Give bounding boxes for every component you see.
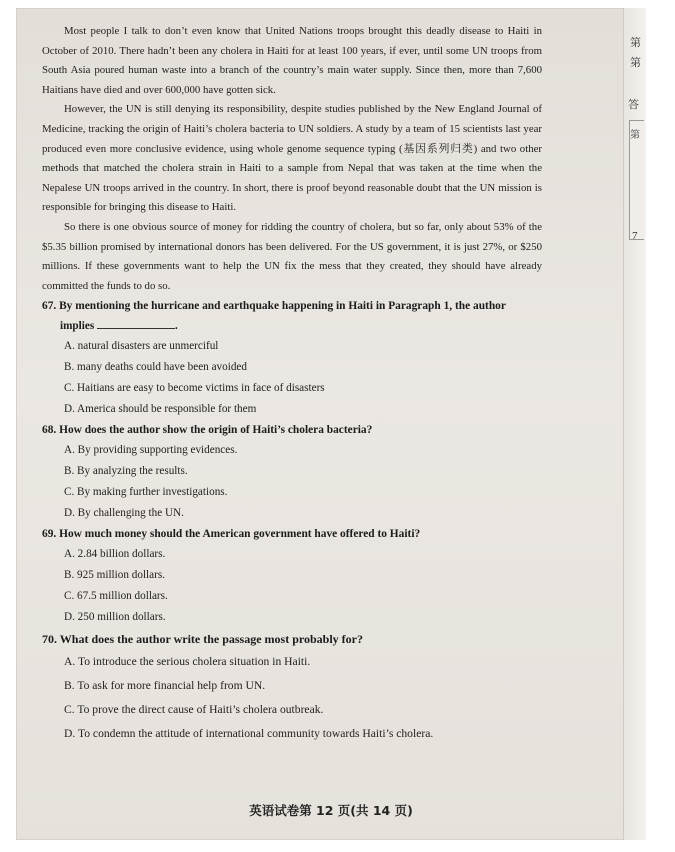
paragraph-text: Most people I talk to don’t even know that United Nations troops brought this deadly disease to Haiti in October of 2010. There hadn’t been any cholera in Haiti for at least 100 years, if ever, until some UN troops from South Asia poured human waste into a branch of the country’s main water supply. Since then, more than 7,600 Haitians have died and over 600,000 have gotten sick. xyxy=(42,25,542,96)
question-stem-continued: implies . xyxy=(60,316,542,336)
question-stem: 70. What does the author write the passage most probably for? xyxy=(42,632,364,647)
question-stem: 69. How much money should the American government have offered to Haiti? xyxy=(42,528,421,541)
edge-label: 第 xyxy=(630,57,641,69)
exam-page xyxy=(16,8,646,840)
adjacent-page-edge xyxy=(623,8,646,840)
option-c: C. By making further investigations. xyxy=(64,486,228,499)
option-b: B. many deaths could have been avoided xyxy=(64,361,247,374)
page-footer: 英语试卷第 12 页(共 14 页) xyxy=(249,803,413,818)
option-a: A. By providing supporting evidences. xyxy=(64,444,238,457)
question-67 xyxy=(42,296,542,420)
option-d: D. To condemn the attitude of international community towards Haiti’s cholera. xyxy=(64,727,434,741)
edge-label: 第 xyxy=(630,37,641,49)
option-a: A. 2.84 billion dollars. xyxy=(64,548,166,561)
stem-word: implies xyxy=(60,320,95,333)
option-a: A. To introduce the serious cholera situation in Haiti. xyxy=(64,655,311,669)
question-stem: 67. By mentioning the hurricane and earthquake happening in Haiti in Paragraph 1, the author xyxy=(42,300,506,313)
option-b: B. 925 million dollars. xyxy=(64,569,165,582)
question-69 xyxy=(42,524,542,628)
passage-paragraph xyxy=(42,100,542,218)
paragraph-text: However, the UN is still denying its responsibility, despite studies published by the New England Journal of Medicine, tracking the origin of Haiti’s cholera bacteria to UN soldiers. A study by a team of 15 scientists last year produced even more conclusive evidence, using whole genome sequence typing (基因系列归类) and two other methods that matched the cholera strain in Haiti to a sample from Nepal that was taken at the time when the Nepalese UN troops arrived in the country. In short, there is proof beyond reasonable doubt that the UN mission is responsible for bringing this disease to Haiti. xyxy=(42,103,542,214)
passage-paragraph xyxy=(42,218,542,296)
answer-blank xyxy=(97,316,175,329)
paragraph-text: So there is one obvious source of money for ridding the country of cholera, but so far, only about 53% of the $5.35 billion promised by international donors has been delivered. For the US government, it is just 27%, or $250 millions. If these governments want to help the UN fix the mess that they created, they should have already committed the funds to do so. xyxy=(42,220,542,292)
option-d: D. By challenging the UN. xyxy=(64,507,184,520)
option-d: D. America should be responsible for them xyxy=(64,403,257,416)
question-70 xyxy=(42,628,542,746)
passage-paragraph xyxy=(42,22,542,100)
option-b: B. By analyzing the results. xyxy=(64,465,188,478)
option-c: C. To prove the direct cause of Haiti’s cholera outbreak. xyxy=(64,703,324,717)
option-d: D. 250 million dollars. xyxy=(64,611,166,624)
edge-label: 答 xyxy=(628,99,639,111)
exam-content xyxy=(42,22,542,746)
question-stem: 68. How does the author show the origin of Haiti’s cholera bacteria? xyxy=(42,424,373,437)
edge-label: 7 xyxy=(632,230,638,242)
option-b: B. To ask for more financial help from UN. xyxy=(64,679,266,693)
option-a: A. natural disasters are unmerciful xyxy=(64,340,219,353)
question-68 xyxy=(42,420,542,524)
option-c: C. 67.5 million dollars. xyxy=(64,590,168,603)
edge-label: 第 xyxy=(630,130,640,141)
option-c: C. Haitians are easy to become victims in face of disasters xyxy=(64,382,325,395)
